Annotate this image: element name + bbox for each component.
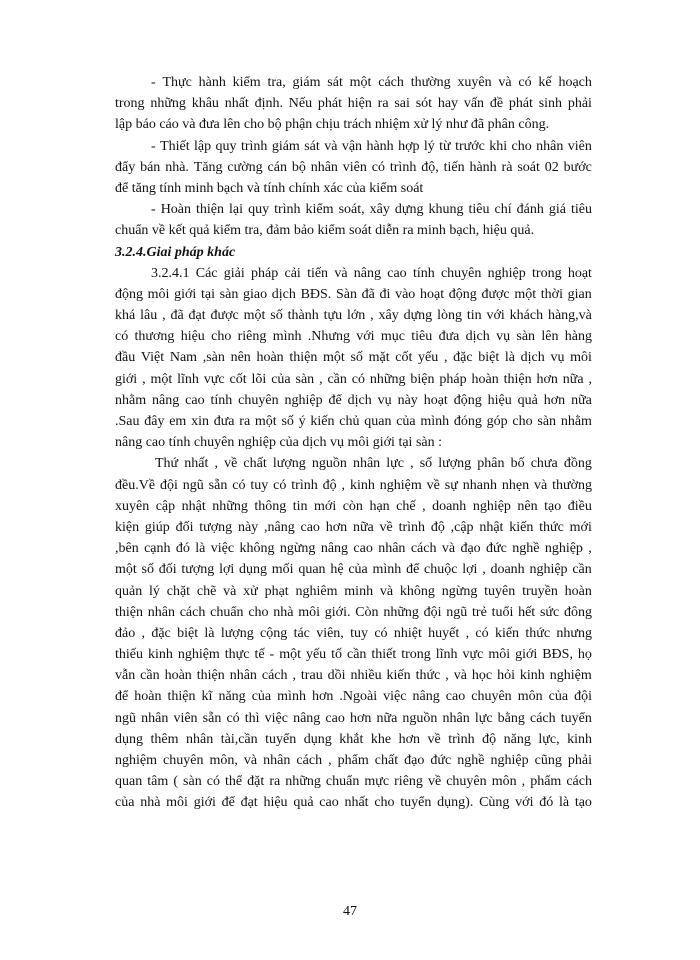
text-line: kiện giúp đối tượng này ,nâng cao hơn nữa về trình độ ,cập nhật kiến thức mới <box>115 519 592 535</box>
text-line: Thứ nhất , về chất lượng nguồn nhân lực , số lượng phân bố chưa đồng <box>155 456 592 472</box>
text-line: 3.2.4.1 Các giải pháp cải tiến và nâng cao tính chuyên nghiệp trong hoạt <box>151 265 592 281</box>
text-line: xuyên cập nhật những thông tin mới còn hạn chế , doanh nghiệp nên tạo điều <box>115 498 592 514</box>
text-line: ngũ nhân viên sẵn có thì việc nâng cao hơn nữa nguồn nhân lực bằng cách tuyển <box>115 710 592 726</box>
text-line: .Sau đây em xin đưa ra một số ý kiến chủ quan của mình đóng góp cho sàn nhằm <box>115 414 592 429</box>
text-line: quan tâm ( sàn có thể đặt ra những chuẩn mực riêng về chuyên môn , phẩm cách <box>115 774 592 790</box>
text-line: - Thực hành kiểm tra, giám sát một cách thường xuyên và có kế hoạch <box>151 75 592 90</box>
text-line: thiếu kinh nghiệm thực tế - một yếu tố cần thiết trong lĩnh vực môi giới BĐS, họ <box>115 647 592 663</box>
text-line: một số đối tượng lợi dụng mối quan hệ của mình để chuộc lợi , doanh nghiệp cần <box>115 562 592 578</box>
text-line: vẫn cần hoàn thiện nhân cách , trau dồi nhiều kiến thức , và học hỏi kinh nghiệm <box>115 668 592 684</box>
text-line: đảo , đặc biệt là lượng cộng tác viên, tuy có nhiệt huyết , có kiến thức nhưng <box>115 625 592 641</box>
text-line: khá lâu , đã đạt được một số thành tựu lớn , xây dựng lòng tin với khách hàng,và <box>115 308 592 324</box>
text-line: động môi giới tại sàn giao dịch BĐS. Sàn đã đi vào hoạt động được một thời gian <box>115 286 592 302</box>
text-line: đẩy bán nhà. Tăng cường cán bộ nhân viên có trình độ, tiến hành rà soát 02 bước <box>115 159 592 175</box>
text-line: dụng thêm nhân tài,cần tuyển dụng khắt khe hơn về trình độ năng lực, kinh <box>115 731 592 747</box>
text-line: nghiệm chuyên môn, và nhân cách , phẩm chất đạo đức nghề nghiệp cũng phải <box>115 753 592 768</box>
text-line: của nhà môi giới để đạt hiệu quả cao nhất cho tuyển dụng). Cùng với đó là tạo <box>115 795 592 811</box>
text-line: nâng cao tính chuyên nghiệp của dịch vụ môi giới tại sàn : <box>115 435 442 451</box>
text-line: đầu Việt Nam ,sàn nên hoàn thiện một số mặt cốt yếu , đặc biệt là dịch vụ môi <box>115 350 592 366</box>
text-line: quản lý chặt chẽ và xử phạt nghiêm minh và không ngừng tuyên truyền hoàn <box>115 583 592 599</box>
text-line: nhằm nâng cao tính chuyên nghiệp để dịch vụ này hoạt động hiệu quả hơn nữa <box>115 392 592 408</box>
text-line: - Thiết lập quy trình giám sát và vận hành hợp lý từ trước khi cho nhân viên <box>151 138 592 154</box>
section-heading: 3.2.4.Giai pháp khác <box>115 244 236 260</box>
text-line: có thương hiệu cho riêng mình .Nhưng với mục tiêu đưa dịch vụ sàn lên hàng <box>115 329 592 345</box>
text-line: để hoàn thiện kĩ năng của mình hơn .Ngoài việc nâng cao chuyên môn của đội <box>115 689 592 705</box>
page-body <box>115 72 592 814</box>
text-line: giới , một lĩnh vực cốt lõi của sàn , cần có những biện pháp hoàn thiện hơn nữa , <box>115 371 592 387</box>
text-line: lập báo cáo và đưa lên cho bộ phận chịu trách nhiệm xử lý như đã phân công. <box>115 117 550 133</box>
text-line: để tăng tính minh bạch và tính chính xác của kiểm soát <box>115 180 424 196</box>
text-line: trong những khâu nhất định. Nếu phát hiện ra sai sót hay vấn đề phát sinh phải <box>115 96 592 112</box>
page-number: 47 <box>343 904 357 919</box>
text-line: thiện nhân cách chuẩn cho nhà môi giới. Còn những đội ngũ trẻ tuổi hết sức đông <box>115 604 592 620</box>
text-line: đều.Về đội ngũ sẵn có tuy có trình độ , kinh nghiệm về sự nhanh nhẹn và thường <box>115 477 592 493</box>
text-line: ,bên cạnh đó là việc không ngừng nâng cao nhân cách và đạo đức nghề nghiệp , <box>115 541 592 557</box>
text-line: chuẩn về kết quả kiểm tra, đảm bảo kiểm soát diễn ra minh bạch, hiệu quả. <box>115 223 535 239</box>
text-line: - Hoàn thiện lại quy trình kiểm soát, xây dựng khung tiêu chí đánh giá tiêu <box>151 202 592 218</box>
